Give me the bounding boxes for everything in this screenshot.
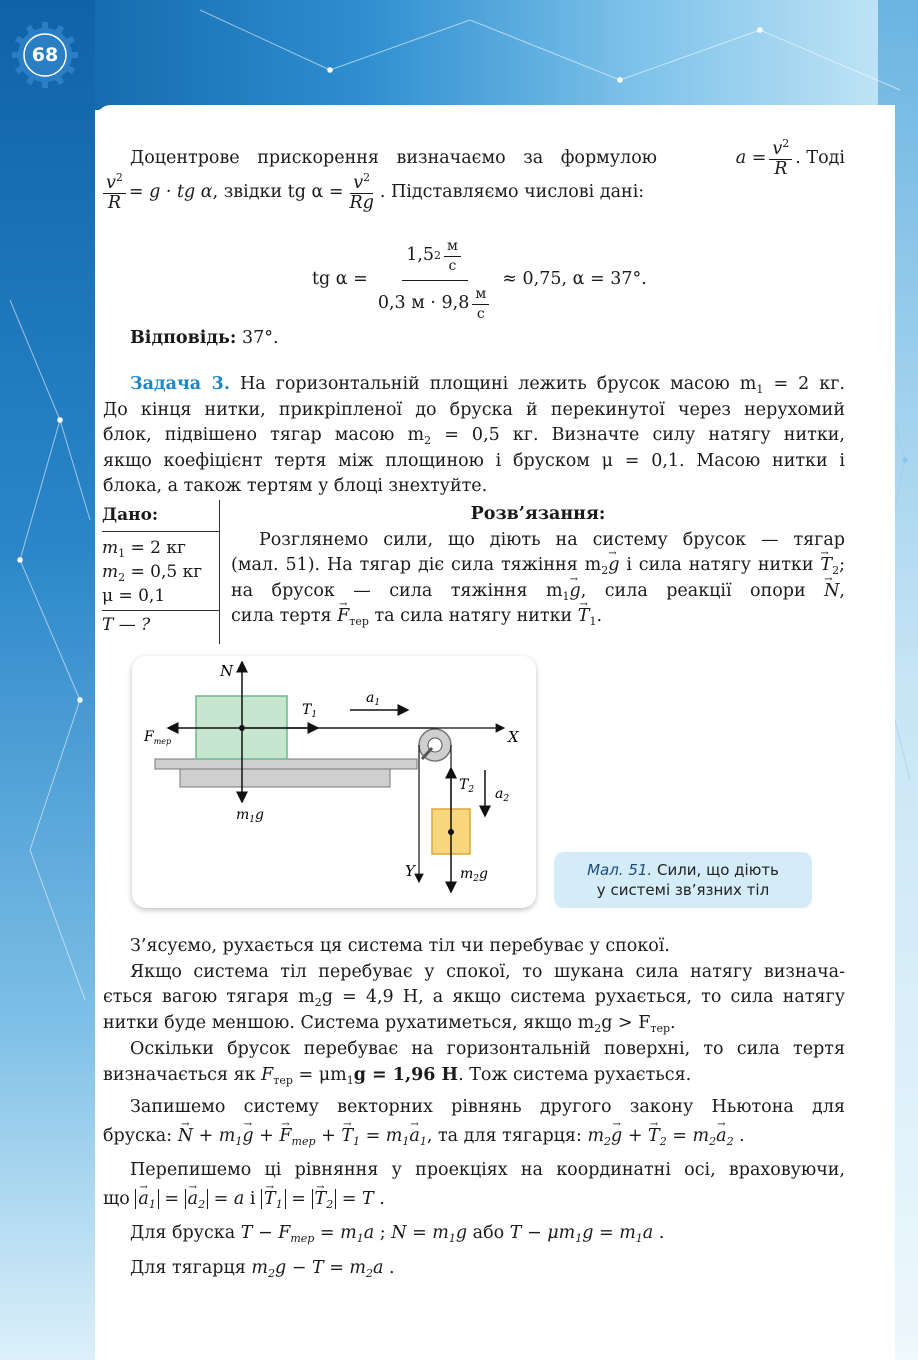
tension-t2-label: $T_2$	[459, 777, 475, 795]
task-3-line: блока, а також тертям у блоці знехтуйте.	[103, 476, 488, 496]
subscript: тер	[650, 1021, 671, 1035]
gravity-m1-label: $m_1g$	[236, 807, 264, 825]
figure-51	[132, 656, 536, 908]
page-number: 68	[31, 44, 59, 66]
answer-value: 37°.	[241, 328, 279, 348]
friction-force-label: $F_{тер}$	[144, 729, 172, 746]
formula-numerator: 1,5	[406, 245, 435, 266]
body-line: , та для тягарця:	[426, 1125, 582, 1146]
weight-center-dot	[448, 829, 454, 835]
solution-title: Розв’язання:	[470, 504, 606, 524]
text-mid: , звідки tg α =	[212, 182, 344, 203]
given-m1: = 2 кг	[130, 538, 186, 558]
body-line: Якщо система тіл перебуває у спокої, то шукана сила натягу визнача-	[130, 961, 845, 982]
caption-text: Сили, що діють	[656, 861, 779, 879]
fraction-v2-R: $\frac{v^2}{R}$	[103, 174, 126, 213]
body-line: Для тягарця	[130, 1257, 246, 1278]
body-line: Для бруска	[130, 1223, 236, 1243]
unit-m2: м	[444, 237, 461, 257]
body-line: g = 1,96 Н	[353, 1064, 459, 1085]
given-divider	[219, 500, 220, 644]
given-title: Дано:	[102, 505, 159, 525]
solution-line: і сила натягу нитки	[626, 555, 814, 575]
fraction-v2-R: $\frac{v^2}{R}$	[769, 140, 792, 179]
unit-m2: м	[472, 285, 489, 305]
gravity-m2-label: $m_2g$	[460, 866, 488, 884]
caption-text: у системі зв’язних тіл	[596, 881, 770, 899]
normal-force-label: N	[220, 662, 234, 680]
body-line: . Тож система рухається.	[458, 1064, 692, 1085]
solution-line: сила тертя	[231, 606, 332, 626]
answer-line	[130, 326, 279, 352]
task-3-text: = 2 кг.	[773, 374, 845, 394]
block-center-dot	[239, 725, 245, 731]
formula-result: ≈ 0,75, α = 37°.	[502, 269, 647, 290]
solution-block: Розв’язання: Розглянемо сили, що діють на систему брусок — тягар (мал. 51). На тягар діє сила тяжіння $m_2\to g$ і сила натягу нитки → $T_2$; на брусок — сила тяжіння $m_1\to g$, сила реакції опори → N, сила тертя → $F_{тер}$ та сила натягу нитки → $T_1$.	[231, 502, 845, 630]
body-line: нитки буде меншою. Система рухатиметься, якщо m	[103, 1012, 595, 1033]
body-line: що	[103, 1188, 130, 1209]
task-3-line: = 0,5 кг. Визначте силу натягу нитки,	[444, 425, 845, 445]
body-line: Оскільки брусок перебуває на горизонтальній поверхні, то сила тертя	[130, 1039, 845, 1059]
body-line: g = 4,9 Н, а якщо система рухається, то сила натягу	[321, 987, 845, 1007]
formula-denominator: 0,3 м · 9,8	[377, 293, 470, 314]
body-line: ється вагою тягаря m	[103, 987, 315, 1007]
task-3-statement: Задача 3. На горизонтальній площині лежить брусок масою $m_1 = 2$ кг. До кінця нитки, прикріпленої до бруска й перекинутої через нерухомий блок, підвішено тягар масою $m_2 = 0,5$ кг. Визначте силу натягу нитки, якщо коефіцієнт тертя між площиною і бруском μ = 0,1. Масою нитки і блока, а також тертям у блоці знехтуйте.	[103, 372, 845, 500]
formula-lhs: tg α =	[312, 269, 368, 290]
given-m2: = 0,5 кг	[130, 562, 203, 582]
body-line: З’ясуємо, рухається ця система тіл чи перебуває у спокої.	[130, 936, 670, 956]
formula-lhs: a =	[735, 148, 767, 169]
unit-s2: с	[448, 257, 457, 274]
table-base	[180, 769, 390, 787]
body-line: Перепишемо ці рівняння у проекціях на координатні осі, враховуючи,	[130, 1160, 845, 1180]
caption-label: Мал. 51.	[587, 861, 653, 879]
text-line-end: . Тоді	[795, 148, 845, 169]
figure-caption	[554, 852, 812, 908]
body-line: = μm	[298, 1064, 347, 1085]
task-3-line: блок, підвішено тягар масою m	[103, 425, 425, 445]
acceleration-a2-label: $a_2$	[495, 786, 510, 804]
formula-tg-alpha: tg α = 1,5 2 $\frac{м}{с}$ 0,3 м · 9,8 $\frac{м}{с}$ ≈ 0,75, α = 37°.	[312, 237, 647, 322]
text-end: . Підставляємо числові дані:	[379, 182, 645, 203]
body-line: бруска:	[103, 1125, 173, 1146]
formula-eq: = g · tg α	[128, 182, 213, 203]
tension-t1-label: $T_1$	[302, 702, 318, 720]
text-line: Доцентрове прискорення визначаємо за формулою	[130, 148, 657, 169]
body-line: або	[472, 1223, 505, 1243]
task-3-label: Задача 3.	[130, 374, 230, 394]
solution-line: , сила реакції опори	[580, 580, 806, 601]
solution-line: та сила натягу нитки	[374, 606, 573, 626]
task-3-line: До кінця нитки, прикріпленої до бруска й перекинутої через нерухомий	[103, 399, 845, 420]
body-line: g > F	[601, 1012, 651, 1033]
acceleration-a1-label: $a_1$	[366, 690, 381, 708]
paragraph-tg-alpha	[103, 168, 843, 218]
x-axis-label: X	[508, 728, 519, 746]
unit-s2: с	[476, 305, 485, 322]
solution-line: Розглянемо сили, що діють на систему брусок — тягар	[259, 529, 845, 550]
y-axis-label: Y	[405, 862, 415, 880]
table-top	[155, 759, 417, 769]
task-3-line: якщо коефіцієнт тертя між площиною і бруском μ = 0,1. Масою нитки і	[103, 450, 845, 471]
task-3-text: На горизонтальній площині лежить брусок масою m	[240, 374, 757, 394]
force-diagram	[132, 656, 536, 908]
fraction-v2-Rg: $\frac{v^2}{Rg}$	[349, 170, 374, 213]
solution-line: на брусок — сила тяжіння m	[231, 580, 563, 601]
body-line: Запишемо систему векторних рівнянь другого закону Ньютона для	[130, 1097, 845, 1117]
body-text: З’ясуємо, рухається ця система тіл чи перебуває у спокої. Якщо система тіл перебуває у спокої, то шукана сила натягу визнача- ється вагою тягаря $m_2g = 4,9$ Н, а якщо система рухається, то сила натягу нитки буде меншою. Система рухатиметься, якщо $m_2g > F_{тер}$. Оскільки брусок перебуває на горизонтальній поверхні, то сила тертя визначається як $F_{тер} = \mu m_1g = 1,96$ Н. Тож система рухається. Запишемо систему векторних рівнянь другого закону Ньютона для бруска: → $N + m_1\to g$ + → $F_{тер}$ + → $T_1 = m_1\to a_1$, та для тягарця: $m_2\to g$ + → $T_2 = m_2\to a_2$ . Перепишемо ці рівняння у проекціях на координатні осі, враховуючи, що → $a_1$ = → $a_2 = a$ $і \to T_1$ = → $T_2 = T$ . Для бруска $T - F_{тер} = m_1a$ ; $N = m_1g$ або $T - \mu m_1g = m_1a$ . Для тягарця $m_2g - T = m_2a$ .	[103, 934, 845, 1281]
answer-label: Відповідь:	[130, 328, 237, 348]
given-find: T — ?	[102, 615, 151, 635]
given-mu: μ = 0,1	[102, 586, 166, 606]
given-block: Дано: $m_1 = 2$ кг $m_2 = 0,5$ кг μ = 0,1 T — ?	[102, 503, 220, 637]
body-line: визначається як	[103, 1064, 256, 1085]
solution-line: (мал. 51). На тягар діє сила тяжіння m	[231, 555, 602, 575]
